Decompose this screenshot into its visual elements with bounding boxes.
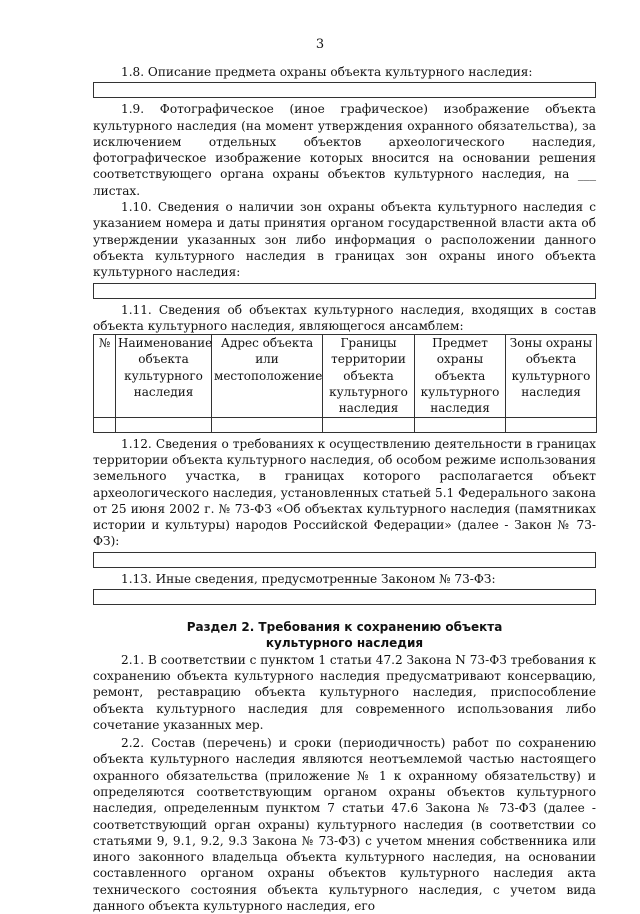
field-1-10[interactable] — [93, 283, 596, 299]
document-body — [93, 64, 596, 914]
table-header-cell: Предмет охраны объекта культурного наследия — [415, 335, 506, 417]
table-cell[interactable] — [323, 417, 415, 432]
section-2-title-line-1: Раздел 2. Требования к сохранению объекта — [186, 620, 503, 635]
table-header-cell: Наименование объекта культурного наследия — [116, 335, 212, 417]
table-header-cell: Границы территории объекта культурного наследия — [323, 335, 415, 417]
table-cell[interactable] — [415, 417, 506, 432]
field-1-13[interactable] — [93, 589, 596, 605]
field-1-12[interactable] — [93, 552, 596, 568]
table-row — [94, 417, 597, 432]
paragraph-1-8: 1.8. Описание предмета охраны объекта культурного наследия: — [121, 65, 533, 79]
ensemble-objects-table — [93, 334, 597, 432]
table-cell[interactable] — [506, 417, 597, 432]
field-1-8[interactable] — [93, 82, 596, 98]
table-cell[interactable] — [116, 417, 212, 432]
section-2-title-line-2: культурного наследия — [265, 636, 424, 651]
paragraph-2-1: 2.1. В соответствии с пунктом 1 статьи 47.2 Закона N 73-ФЗ требования к сохранению объекта культурного наследия предусматривают консервацию, ремонт, реставрацию объекта культурного наследия, приспособление объекта культурного наследия для современного использования либо сочетание указанных мер. — [93, 652, 596, 732]
table-header-row — [94, 335, 597, 417]
page-number: 3 — [315, 37, 325, 52]
paragraph-2-2: 2.2. Состав (перечень) и сроки (периодичность) работ по сохранению объекта культурного наследия являются неотъемлемой частью настоящего охранного обязательства (приложение № 1 к охранному обязательству) и определяются соответствующим органом охраны объектов культурного наследия, определенным пунктом 7 статьи 47.6 Закона № 73-ФЗ (далее - соответствующий орган охраны) культурного наследия (в соответствии со статьями 9, 9.1, 9.2, 9.3 Закона № 73-ФЗ) с учетом мнения собственника или иного законного владельца объекта культурного наследия, на основании составленного органом охраны объектов культурного наследия акта технического состояния объекта культурного наследия, с учетом вида данного объекта культурного наследия, его — [93, 736, 596, 914]
table-header-cell: Зоны охраны объекта культурного наследия — [506, 335, 597, 417]
table-header-cell: Адрес объекта или местоположение — [212, 335, 323, 417]
paragraph-1-13: 1.13. Иные сведения, предусмотренные Законом № 73-ФЗ: — [121, 571, 496, 586]
table-cell[interactable] — [94, 417, 116, 432]
table-cell[interactable] — [212, 417, 323, 432]
table-header-cell: № — [94, 335, 116, 417]
paragraph-1-10: 1.10. Сведения о наличии зон охраны объекта культурного наследия с указанием номера и даты принятия органом государственной власти акта об утверждении указанных зон либо информация о расположении данного объекта культурного наследия в границах зон охраны иного объекта культурного наследия: — [93, 200, 596, 280]
paragraph-1-9: 1.9. Фотографическое (иное графическое) изображение объекта культурного наследия (на момент утверждения охранного обязательства), за исключением отдельных объектов археологического наследия, фотографическое изображение которых вносится на основании решения соответствующего органа охраны объектов культурного наследия, на ___ листах. — [93, 102, 596, 198]
paragraph-1-11: 1.11. Сведения об объектах культурного наследия, входящих в состав объекта культурного наследия, являющегося ансамблем: — [93, 302, 596, 333]
paragraph-1-12: 1.12. Сведения о требованиях к осуществлению деятельности в границах территории объекта культурного наследия, об особом режиме использования земельного участка, в границах которого располагается объект археологического наследия, установленных статьей 5.1 Федерального закона от 25 июня 2002 г. № 73-ФЗ «Об объектах культурного наследия (памятниках истории и культуры) народов Российской Федерации» (далее - Закон № 73-ФЗ): — [93, 436, 596, 549]
section-2-title — [93, 619, 596, 652]
